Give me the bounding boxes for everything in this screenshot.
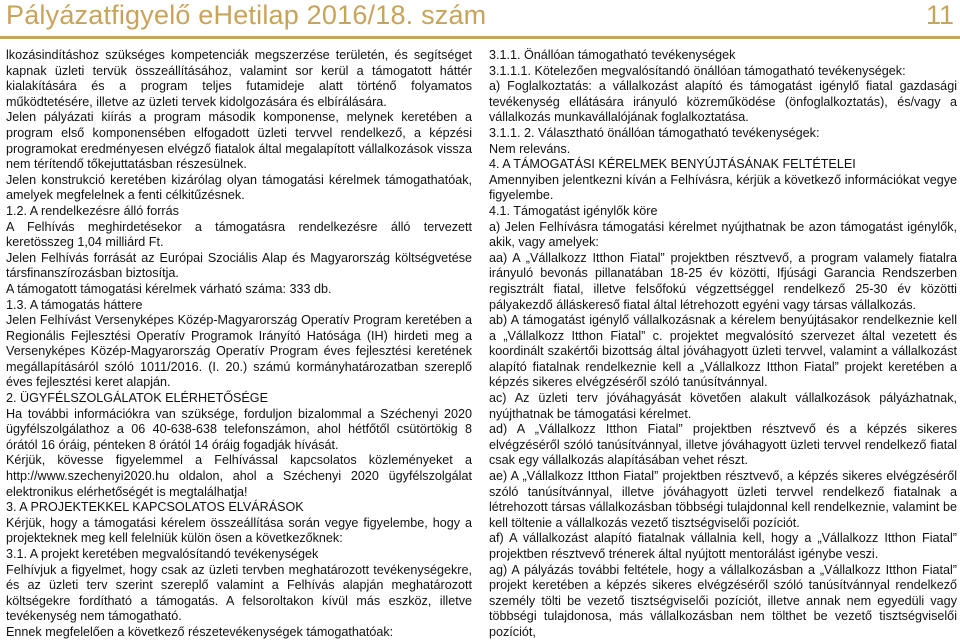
section-heading: 3.1.1. Önállóan támogatható tevékenységek: [489, 48, 736, 62]
paragraph: ac) Az üzleti terv jóváhagyását követően alakult vállalkozások pályázhatnak, nyújthatnak be támogatási kérelmet.: [489, 391, 957, 421]
paragraph: Amennyiben jelentkezni kíván a Felhívásra, kérjük a következő információkat vegye figyelembe.: [489, 172, 957, 203]
paragraph: Kérjük, kövesse figyelemmel a Felhívással kapcsolatos közleményeket a http://www.szechenyi2020.hu oldalon, ahol a Széchenyi 2020 ügyfélszolgálat elektronikus elérhetőségét is megtalálhatja!: [6, 453, 472, 499]
paragraph: Jelen pályázati kiírás a program második komponense, melynek keretében a program első komponensében elfogadott üzleti tervvel rendelkező, a képzési programokat eredményesen elvégző fiatalok által megalapított vállalkozások vissza nem térítendő tőkejuttatásban részesülnek.: [6, 110, 472, 172]
paragraph: Felhívjuk a figyelmet, hogy csak az üzleti tervben meghatározott tevékenységekre, és az üzleti terv szerint szereplő valamint a Felhívás alapján meghatározott költségekre fordítható a támogatás. A felsoroltakon kívül más eszköz, illetve tevékenység nem támogatható.: [6, 562, 472, 624]
paragraph: ab) A támogatást igénylő vállalkozásnak a kérelem benyújtásakor rendelkeznie kell a „Vállalkozz Itthon Fiatal” c. projektet megvalósító szervezet által vezetett és koordinált szakértői bizottság által jóváhagyott üzleti tervvel, valamint a vállalkozást alapító fiatalnak rendelkeznie kell a „Vállalkozz Itthon Fiatal” projekt keretében a képzés sikeres elvégzéséről szóló tanúsítvánnyal.: [489, 313, 957, 390]
paragraph: Nem releváns.: [489, 141, 571, 156]
section-heading: 3. A PROJEKTEKKEL KAPCSOLATOS ELVÁRÁSOK: [6, 500, 304, 515]
paragraph: Jelen Felhívást Versenyképes Közép-Magyarország Operatív Program keretében a Regionális Fejlesztési Operatív Programok Irányító Hatósága (IH) hirdeti meg a Versenyképes Közép-Magyarország Operatív Program éves fejlesztési keretének megállapításáról szóló 1011/2016. (I. 20.) számú kormányhatározatban szereplő éves fejlesztési keret alapján.: [6, 313, 472, 390]
section-heading: 3.1.1.1. Kötelezően megvalósítandó önállóan támogatható tevékenységek:: [489, 63, 906, 78]
page-header: [0, 0, 960, 40]
paragraph: lkozásindításhoz szükséges kompetenciák megszerzése területén, és segítséget kapnak üzleti tervük összeállításához, valamint sor kerül a támogatott háttér kialakítására és a program teljes futamideje alatt történő folyamatos működtetésére, illetve az üzleti tervek kidolgozására és elbírálására.: [6, 48, 472, 109]
section-heading: 4. A TÁMOGATÁSI KÉRELMEK BENYÚJTÁSÁNAK FELTÉTELEI: [489, 157, 856, 172]
paragraph: Jelen konstrukció keretében kizárólag olyan támogatási kérelmek támogathatóak, amelyek megfelelnek a fenti célkitűzésnek.: [6, 172, 472, 203]
paragraph: a) Jelen Felhívásra támogatási kérelmet nyújthatnak be azon támogatást igénylők, akik, vagy amelyek:: [489, 219, 957, 250]
paragraph: aa) A „Vállalkozz Itthon Fiatal” projektben résztvevő, a program valamely fiatalra irányuló bevonás pillanatában 18-25 év közötti, Ifjúsági Garancia Rendszerben regisztrált fiatal, illetve felsőfokú végzettséggel rendelkező 25-30 év közötti pályakezdő álláskereső fiatal által létrehozott egyéni vagy társas vállalkozás.: [489, 250, 957, 312]
paragraph: ag) A pályázás további feltétele, hogy a vállalkozásban a „Vállalkozz Itthon Fiatal” projekt keretében a képzés sikeres elvégzéséről szóló tanúsítvánnyal rendelkező személy tölti be vezető tisztségviselői pozíciót, illetve annak nem egyedüli vagy többségi tulajdonosa, más vállalkozásban nem tölthet be vezető tisztségviselői pozíciót,: [489, 562, 957, 639]
left-column: [6, 48, 472, 641]
page-number: 11: [925, 0, 954, 30]
paragraph: Ennek megfelelően a következő részetevékenységek támogathatóak:: [6, 624, 394, 639]
section-heading: 4.1. Támogatást igénylők köre: [489, 203, 658, 218]
section-heading: 1.2. A rendelkezésre álló forrás: [6, 203, 179, 218]
paragraph: ae) A „Vállalkozz Itthon Fiatal” projektben résztvevő, a képzés sikeres elvégzéséről szóló tanúsítvánnyal, illetve jóváhagyott üzleti tervvel rendelkező fiatalnak a létrehozott társas vállalkozásban többségi tulajdonnal kell rendelkeznie, valamint be kell töltenie a vállalkozás vezető tisztségviselői pozíciót.: [489, 469, 957, 530]
paragraph: ad) A „Vállalkozz Itthon Fiatal” projektben résztvevő és a képzés sikeres elvégzéséről szóló tanúsítvánnyal, illetve jóváhagyott üzleti tervvel rendelkező fiatal csak egy vállalkozás alapításában vehet részt.: [489, 422, 957, 468]
page-title: Pályázatfigyelő eHetilap 2016/18. szám: [6, 0, 487, 30]
paragraph: Ha további információkra van szüksége, forduljon bizalommal a Széchenyi 2020 ügyfélszolgálathoz a 06 40-638-638 telefonszámon, ahol hétfőtől csütörtökig 8 órától 16 óráig, pénteken 8 órától 14 óráig fogadják hívását.: [6, 406, 472, 452]
header-rule: [0, 36, 960, 39]
section-heading: 3.1. A projekt keretében megvalósítandó tevékenységek: [6, 547, 319, 561]
right-column: [489, 48, 957, 641]
section-heading: 3.1.1. 2. Választható önállóan támogatható tevékenységek:: [489, 125, 820, 140]
paragraph: A Felhívás meghirdetésekor a támogatásra rendelkezésre álló tervezett keretösszeg 1,04 milliárd Ft.: [6, 219, 472, 250]
paragraph: af) A vállalkozást alapító fiatalnak vállalnia kell, hogy a „Vállalkozz Itthon Fiatal” projektben résztvevő trénerek által nyújtott mentorálást igénybe veszi.: [489, 531, 957, 561]
paragraph: Jelen Felhívás forrását az Európai Szociális Alap és Magyarország költségvetése társfinanszírozásban biztosítja.: [6, 250, 472, 281]
paragraph: a) Foglalkoztatás: a vállalkozást alapító és támogatást igénylő fiatal gazdasági tevékenység ellátására irányuló közreműködése (önfoglalkoztatás), és/vagy a vállalkozás munkavállalójának foglalkoztatása.: [489, 79, 957, 125]
section-heading: 1.3. A támogatás háttere: [6, 297, 143, 312]
paragraph: Kérjük, hogy a támogatási kérelem összeállítása során vegye figyelembe, hogy a projekteknek meg kell felelniük külön ösen a következőknek:: [6, 515, 472, 546]
paragraph: A támogatott támogatási kérelmek várható száma: 333 db.: [6, 281, 332, 296]
section-heading: 2. ÜGYFÉLSZOLGÁLATOK ELÉRHETŐSÉGE: [6, 391, 268, 406]
